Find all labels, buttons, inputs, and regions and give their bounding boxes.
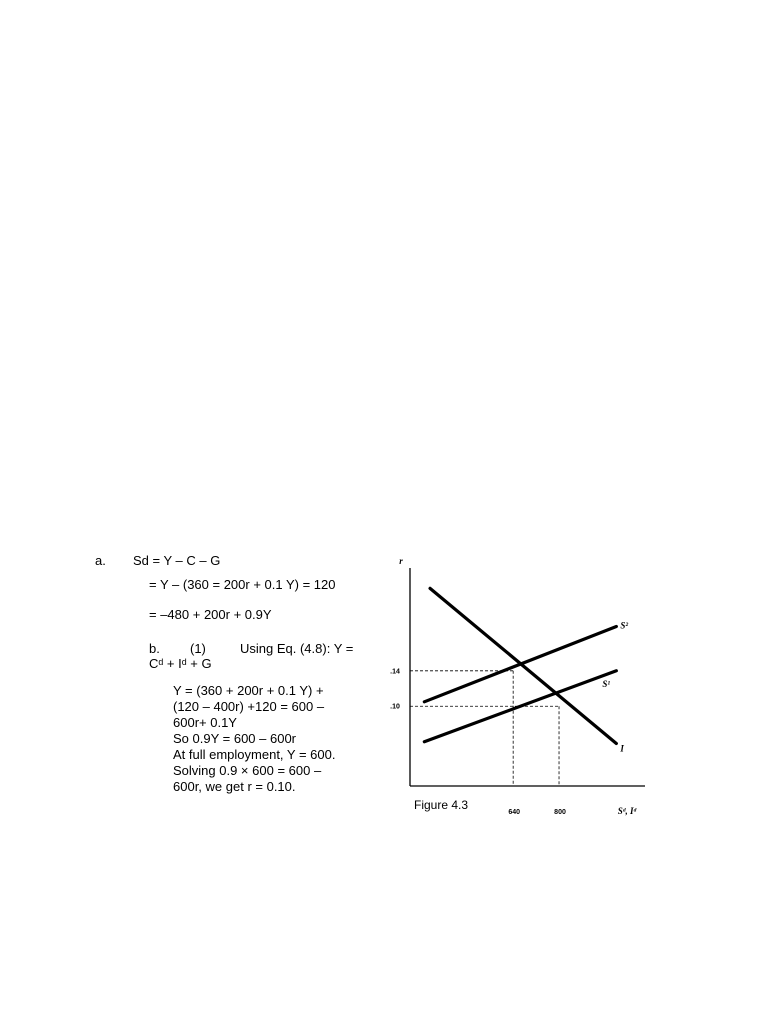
equation-line-2: = –480 + 200r + 0.9Y <box>149 607 272 622</box>
solution-line-5: At full employment, Y = 600. <box>173 747 336 762</box>
figure-caption: Figure 4.3 <box>414 798 469 812</box>
part-b-intro: Using Eq. (4.8): Y = <box>240 641 354 656</box>
part-a-label: a. <box>95 553 106 568</box>
solution-line-3: 600r+ 0.1Y <box>173 715 237 730</box>
solution-line-2: (120 – 400r) +120 = 600 – <box>173 699 325 714</box>
series-line-2 <box>424 626 616 701</box>
part-b-equation: Cᵈ + Iᵈ + G <box>149 656 212 671</box>
series-label-2: S² <box>620 620 629 631</box>
series-line-3 <box>424 671 616 742</box>
sd-equation: Sd = Y – C – G <box>133 553 221 568</box>
x-tick-label-1: 640 <box>508 809 521 816</box>
y-tick-label-1: .14 <box>390 668 400 676</box>
part-b-number: (1) <box>190 641 206 656</box>
solution-line-1: Y = (360 + 200r + 0.1 Y) + <box>173 683 324 698</box>
x-tick-label-2: 800 <box>554 809 566 816</box>
series-line-1 <box>430 588 616 743</box>
y-tick-label-2: .10 <box>390 703 400 711</box>
chart-plot-area <box>390 556 645 816</box>
series-label-3: S¹ <box>602 678 611 689</box>
solution-line-7: 600r, we get r = 0.10. <box>173 779 296 794</box>
solution-line-6: Solving 0.9 × 600 = 600 – <box>173 763 322 778</box>
x-axis-label: Sᵈ, Iᵈ <box>617 806 637 816</box>
y-axis-label: r <box>399 556 403 566</box>
series-label-1: I <box>620 743 624 754</box>
equation-line-1: = Y – (360 = 200r + 0.1 Y) = 120 <box>149 577 336 592</box>
solution-line-4: So 0.9Y = 600 – 600r <box>173 731 296 746</box>
part-b-label: b. <box>149 641 160 656</box>
